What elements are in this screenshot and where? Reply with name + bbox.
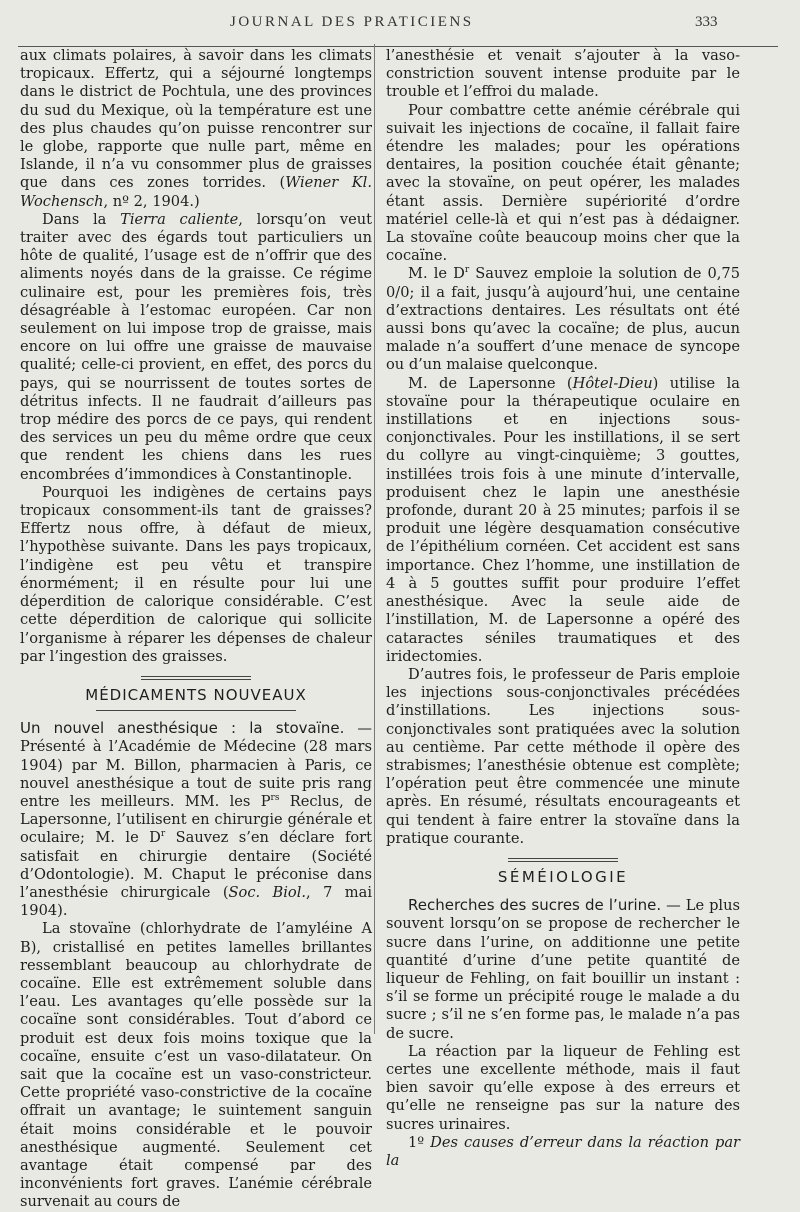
page-number: 333	[695, 14, 718, 30]
text: , nº 2, 1904.)	[103, 192, 200, 210]
left-column	[20, 47, 372, 1212]
section-title: MÉDICAMENTS NOUVEAUX	[85, 685, 307, 704]
paragraph: D’autres fois, le professeur de Paris emploie les injections sous-conjonctivales précédées d’instillations. Les injections sous-conjonctivales sont pratiquées avec la solution au centième. Par cette méthode il opère des strabismes; l’anesthésie obtenue est complète; l’opération peut être commencée une minute après. En résumé, résultats encourageants et qui tendent à faire entrer la stovaïne dans la pratique courante.	[386, 665, 740, 847]
paragraph	[20, 211, 372, 484]
italic-term: Hôtel-Dieu	[572, 374, 653, 392]
text: — Le plus souvent lorsqu’on se propose de rechercher le sucre dans l’urine, on additionne une petite quantité d’urine d’une petite quantité de liqueur de Fehling, on fait bouillir un instant : s’il se forme un précipité rouge le malade a du sucre ; s’il ne s’en forme pas, le malade n’a pas de sucre.	[386, 897, 740, 1042]
column-divider	[374, 44, 375, 1034]
text: Reclus, de Lapersonne, l’utilisent en chirurgie générale et oculaire; M. le D	[20, 792, 372, 847]
section-rule	[141, 676, 251, 680]
citation: Soc. Biol.	[228, 883, 307, 901]
section-title: SÉMÉIOLOGIE	[497, 867, 629, 886]
text: 1º	[408, 1133, 431, 1151]
superscript: r	[464, 265, 470, 276]
paragraph: l’anesthésie et venait s’ajouter à la vaso-constriction souvent intense produite par le trouble et l’effroi du malade.	[386, 47, 740, 101]
paragraph	[386, 1134, 740, 1170]
article-title: Un nouvel anesthésique : la stovaïne.	[20, 719, 345, 738]
text: M. le D	[408, 265, 465, 283]
superscript: r	[160, 829, 166, 840]
paragraph: La stovaïne (chlorhydrate de l’amyléine A B), cristallisé en petites lamelles brillantes ressemblant beaucoup au chlorhydrate de cocaïne. Elle est extrêmement soluble dans l’eau. Les avantages qu’elle possède sur la cocaïne sont considérables. Tout d’abord ce produit est deux fois moins toxique que la cocaïne, ensuite c’est un vaso-dilatateur. On sait que la cocaïne est un vaso-constricteur. Cette propriété vaso-constrictive de la cocaïne offrait un avantage; le suintement sanguin était moins considérable et le pouvoir anesthésique augmenté. Seulement cet avantage était compensé par des inconvénients fort graves. L’anémie cérébrale survenait au cours de	[20, 920, 372, 1211]
paragraph: La réaction par la liqueur de Fehling est certes une excellente méthode, mais il faut bien savoir qu’elle expose à des erreurs et qu’elle ne renseigne pas sur la nature des sucres urinaires.	[386, 1042, 740, 1133]
section-rule	[508, 858, 618, 862]
running-title: JOURNAL DES PRATICIENS	[230, 14, 474, 30]
paragraph	[386, 265, 740, 374]
text: Sauvez s’en déclare fort satisfait en chirurgie dentaire (Société d’Odontologie). M. Chaput le préconise dans l’anesthésie chirurgicale (	[20, 829, 372, 901]
superscript: rs	[270, 793, 280, 804]
section-rule	[96, 710, 296, 711]
paragraph	[20, 47, 372, 211]
text: , lorsqu’on veut traiter avec des égards tout particuliers un hôte de qualité, l’usage est de n’offrir que des aliments noyés dans de la graisse. Ce régime culinaire est, pour les premières fois, très désagréable à l’estomac européen. Car non seulement on lui impose trop de graisse, mais encore on lui offre une graisse de mauvaise qualité; celle-ci provient, en effet, des porcs du pays, qui se nourrissent de toutes sortes de détritus infects. Il ne faudrait d’ailleurs pas trop médire des porcs de ce pays, qui rendent des services un peu du même ordre que ceux que rendent les chiens dans les rues encombrées d’immondices à Constantinople.	[20, 210, 373, 483]
article-paragraph	[20, 719, 372, 920]
right-column	[386, 47, 740, 1170]
italic-heading: Des causes d’erreur dans la réaction par la	[386, 1133, 740, 1169]
text: aux climats polaires, à savoir dans les climats tropicaux. Effertz, qui a séjourné longtemps dans le district de Pochtula, une des provinces du sud du Mexique, où la température est une des plus chaudes qu’on puisse rencontrer sur le globe, rapporte que nulle part, même en Islande, il n’a vu consommer plus de graisses que dans ces zones torrides. (	[20, 47, 372, 192]
paragraph: Pour combattre cette anémie cérébrale qui suivait les injections de cocaïne, il fallait faire étendre les malades; pour les opérations dentaires, la position couchée était gênante; avec la stovaïne, on peut opérer, les malades étant assis. Dernière supériorité d’ordre matériel celle-là et qui n’est pas à dédaigner. La stovaïne coûte beaucoup moins cher que la cocaïne.	[386, 101, 740, 265]
article-paragraph	[386, 896, 740, 1043]
paragraph	[386, 375, 740, 666]
article-title: Recherches des sucres de l’urine.	[408, 896, 662, 915]
citation: Wiener Kl. Wochensch	[20, 174, 372, 210]
paragraph: Pourquoi les indigènes de certains pays tropicaux consomment-ils tant de graisses? Effertz nous offre, à défaut de mieux, l’hypothèse suivante. Dans les pays tropicaux, l’indigène est peu vêtu et transpire énormément; il en résulte pour lui une déperdition de calorique considérable. C’est cette déperdition de calorique qui sollicite l’organisme à réparer les dépenses de chaleur par l’ingestion des graisses.	[20, 483, 372, 665]
text: , 7 mai 1904).	[20, 883, 372, 920]
text: M. de Lapersonne (	[408, 374, 573, 392]
text: Dans la	[42, 210, 121, 228]
text: Sauvez emploie la solution de 0,75 0/0; il a fait, jusqu’à aujourd’hui, une centaine d’extractions dentaires. Les résultats ont été aussi bons qu’avec la cocaïne; de plus, aucun malade n’a souffert d’une menace de syncope ou d’un malaise quelconque.	[386, 265, 740, 374]
text: — Présenté à l’Académie de Médecine (28 mars 1904) par M. Billon, pharmacien à Paris, ce nouvel anesthésique a tout de suite pris rang entre les meilleurs. MM. les P	[20, 720, 372, 810]
text: ) utilise la stovaïne pour la thérapeutique oculaire en instillations et en injections sous-conjonctivales. Pour les instillations, il se sert du collyre au vingt-cinquième; 3 gouttes, instillées trois fois à une minute d’intervalle, produisent chez le lapin une anesthésie profonde, durant 20 à 25 minutes; parfois il se produit une légère desquamation consécutive de l’épithélium cornéen. Cet accident est sans importance. Chez l’homme, une instillation de 4 à 5 gouttes suffit pour produire l’effet anesthésique. Avec la seule aide de l’instillation, M. de Lapersonne a opéré des cataractes séniles traumatiques et des iridectomies.	[386, 374, 741, 665]
italic-term: Tierra caliente	[120, 210, 239, 228]
page-header	[0, 10, 800, 38]
